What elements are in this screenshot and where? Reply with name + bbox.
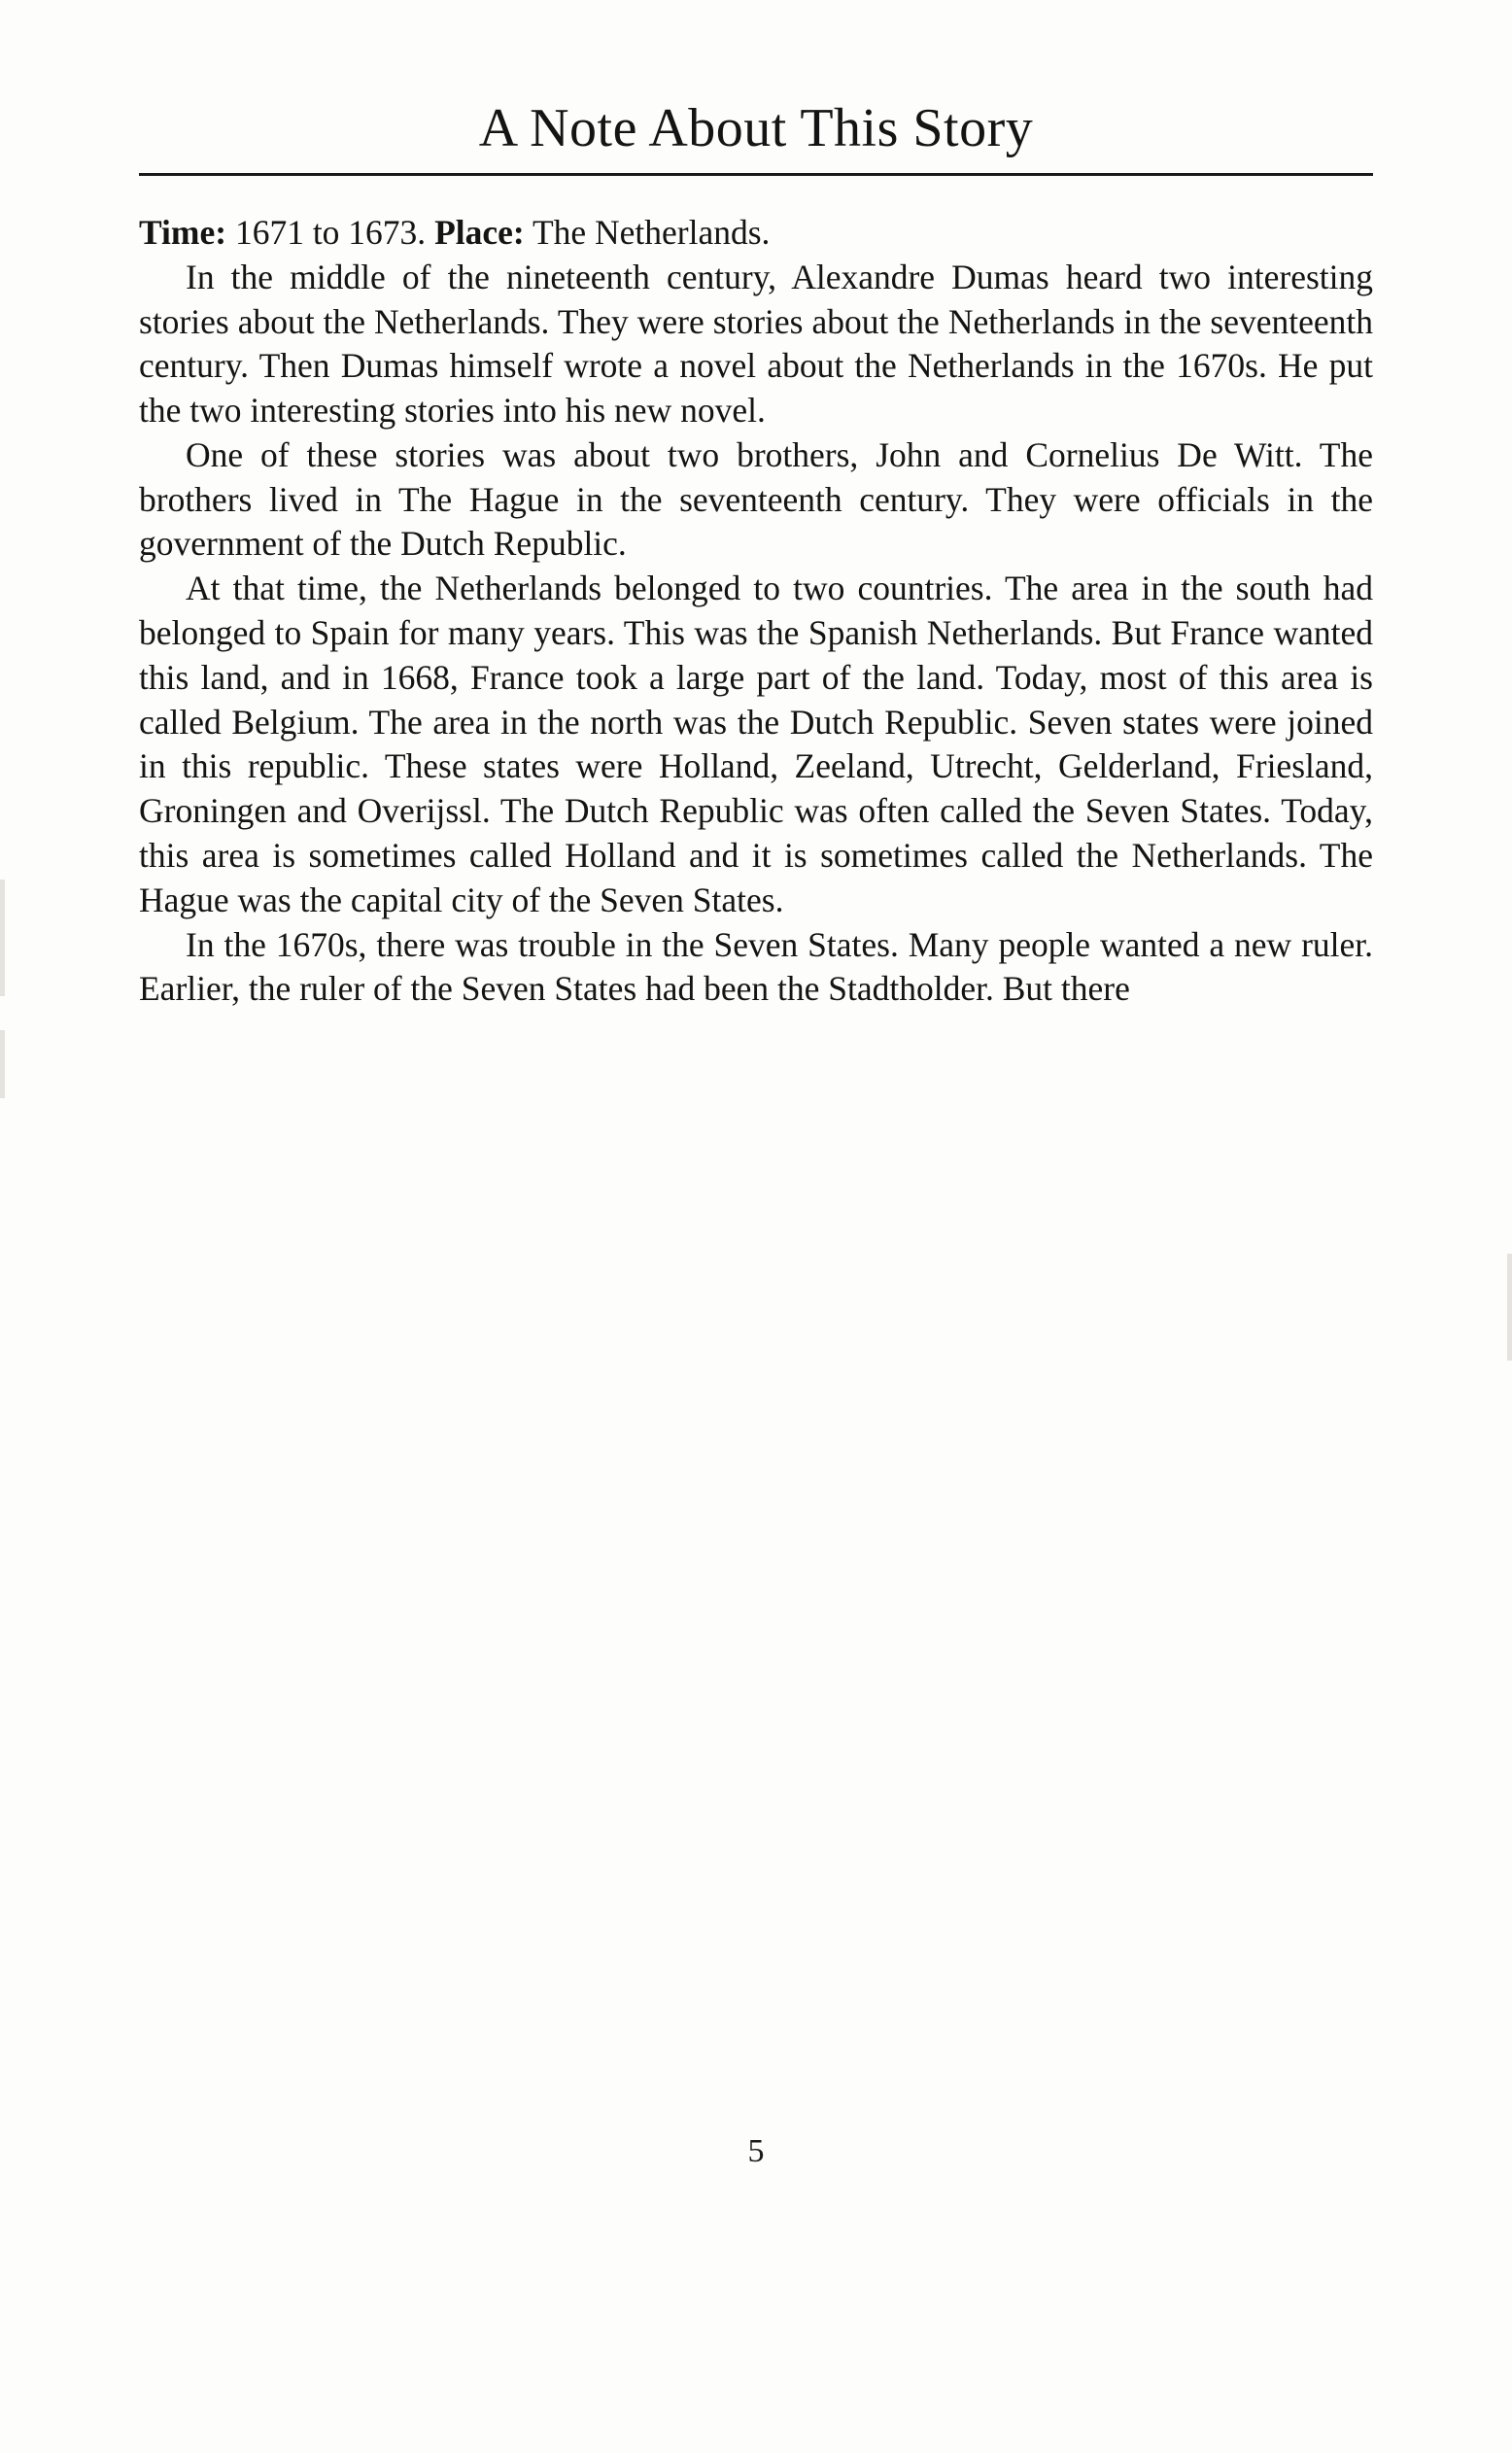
page-edge-mark-left-upper: [0, 880, 5, 996]
paragraph: At that time, the Netherlands belonged to two countries. The area in the south had belonged to Spain for many years. This was the Spanish Netherlands. But France wanted this land, and in 1668, France took a large part of the land. Today, most of this area is called Belgium. The area in the north was the Dutch Republic. Seven states were joined in this republic. These states were Holland, Zeeland, Utrecht, Gelderland, Friesland, Groningen and Overijssl. The Dutch Republic was often called the Seven States. Today, this area is sometimes called Holland and it is sometimes called the Netherlands. The Hague was the capital city of the Seven States.: [139, 569, 1373, 919]
place-value: The Netherlands.: [532, 213, 771, 252]
paragraph: In the middle of the nineteenth century, Alexandre Dumas heard two interesting stories about the Netherlands. They were stories about the Netherlands in the seventeenth century. Then Dumas himself wrote a novel about the Netherlands in the 1670s. He put the two interesting stories into his new novel.: [139, 257, 1373, 431]
paragraph: In the 1670s, there was trouble in the Seven States. Many people wanted a new ruler. Earlier, the ruler of the Seven States had been the Stadtholder. But there: [139, 924, 1373, 1009]
paragraph: One of these stories was about two brothers, John and Cornelius De Witt. The brothers lived in The Hague in the seventeenth century. They were officials in the government of the Dutch Republic.: [139, 434, 1373, 564]
page-edge-mark-right: [1507, 1254, 1512, 1361]
page-content: [92, 97, 1420, 1012]
time-value: 1671 to 1673.: [234, 213, 427, 252]
page-title: A Note About This Story: [478, 98, 1034, 158]
meta-line: [139, 211, 1373, 256]
place-label: Place:: [434, 213, 525, 252]
title-divider: [139, 173, 1373, 176]
page-number: 5: [747, 2133, 765, 2169]
body-text: [139, 211, 1373, 1012]
time-label: Time:: [139, 213, 227, 252]
page-edge-mark-left-lower: [0, 1030, 5, 1098]
